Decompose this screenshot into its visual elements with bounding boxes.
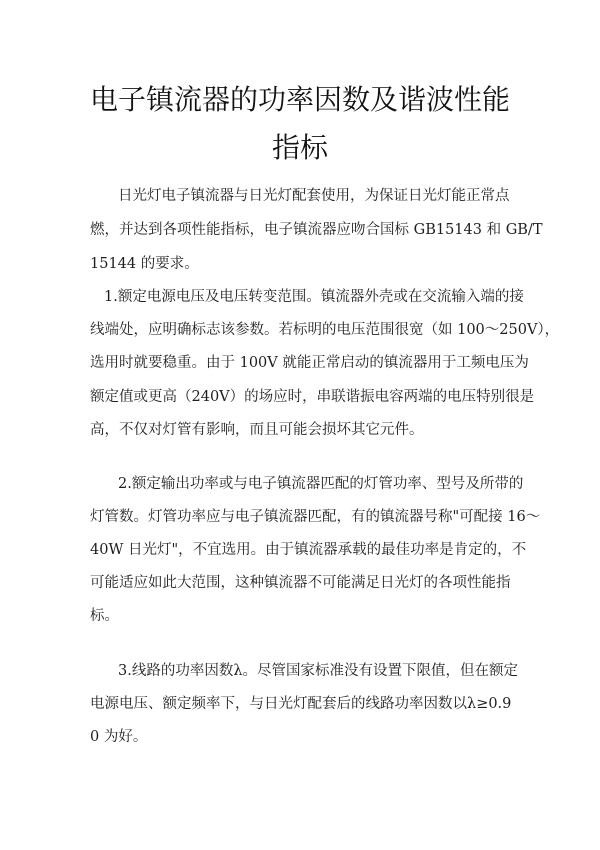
document-title-line-2: 指标 bbox=[271, 131, 328, 164]
text-line: 0 为好。 bbox=[90, 729, 148, 745]
text-line: 额定值或更高（240V）的场应时，串联谐振电容两端的电压特别很是 bbox=[90, 389, 535, 405]
text-line: 电源电压、额定频率下，与日光灯配套后的线路功率因数以λ≥0.9 bbox=[90, 696, 512, 712]
text-line: 选用时就要稳重。由于 100V 就能正常启动的镇流器用于工频电压为 bbox=[90, 355, 529, 371]
text-line: 日光灯电子镇流器与日光灯配套使用，为保证日光灯能正常点 bbox=[118, 188, 510, 204]
text-line: 可能适应如此大范围，这种镇流器不可能满足日光灯的各项性能指 bbox=[90, 575, 511, 591]
text-line: 2.额定输出功率或与电子镇流器匹配的灯管功率、型号及所带的 bbox=[118, 476, 524, 492]
text-line: 40W 日光灯"，不宜选用。由于镇流器承载的最佳功率是肯定的，不 bbox=[90, 542, 527, 558]
text-line: 15144 的要求。 bbox=[90, 256, 199, 272]
text-line: 1.额定电源电压及电压转变范围。镇流器外壳或在交流输入端的接 bbox=[104, 289, 524, 305]
text-line: 高，不仅对灯管有影响，而且可能会损坏其它元件。 bbox=[90, 422, 424, 438]
text-line: 灯管数。灯管功率应与电子镇流器匹配，有的镇流器号称"可配接 16～ bbox=[90, 509, 541, 525]
text-line: 燃，并达到各项性能指标，电子镇流器应吻合国标 GB15143 和 GB/T bbox=[90, 222, 543, 238]
text-line: 标。 bbox=[90, 608, 119, 624]
document-title-line-1: 电子镇流器的功率因数及谐波性能 bbox=[89, 83, 510, 116]
text-line: 3.线路的功率因数λ。尽管国家标准没有设置下限值，但在额定 bbox=[118, 663, 519, 679]
text-line: 线端处，应明确标志该参数。若标明的电压范围很宽（如 100～250V）， bbox=[90, 322, 560, 338]
